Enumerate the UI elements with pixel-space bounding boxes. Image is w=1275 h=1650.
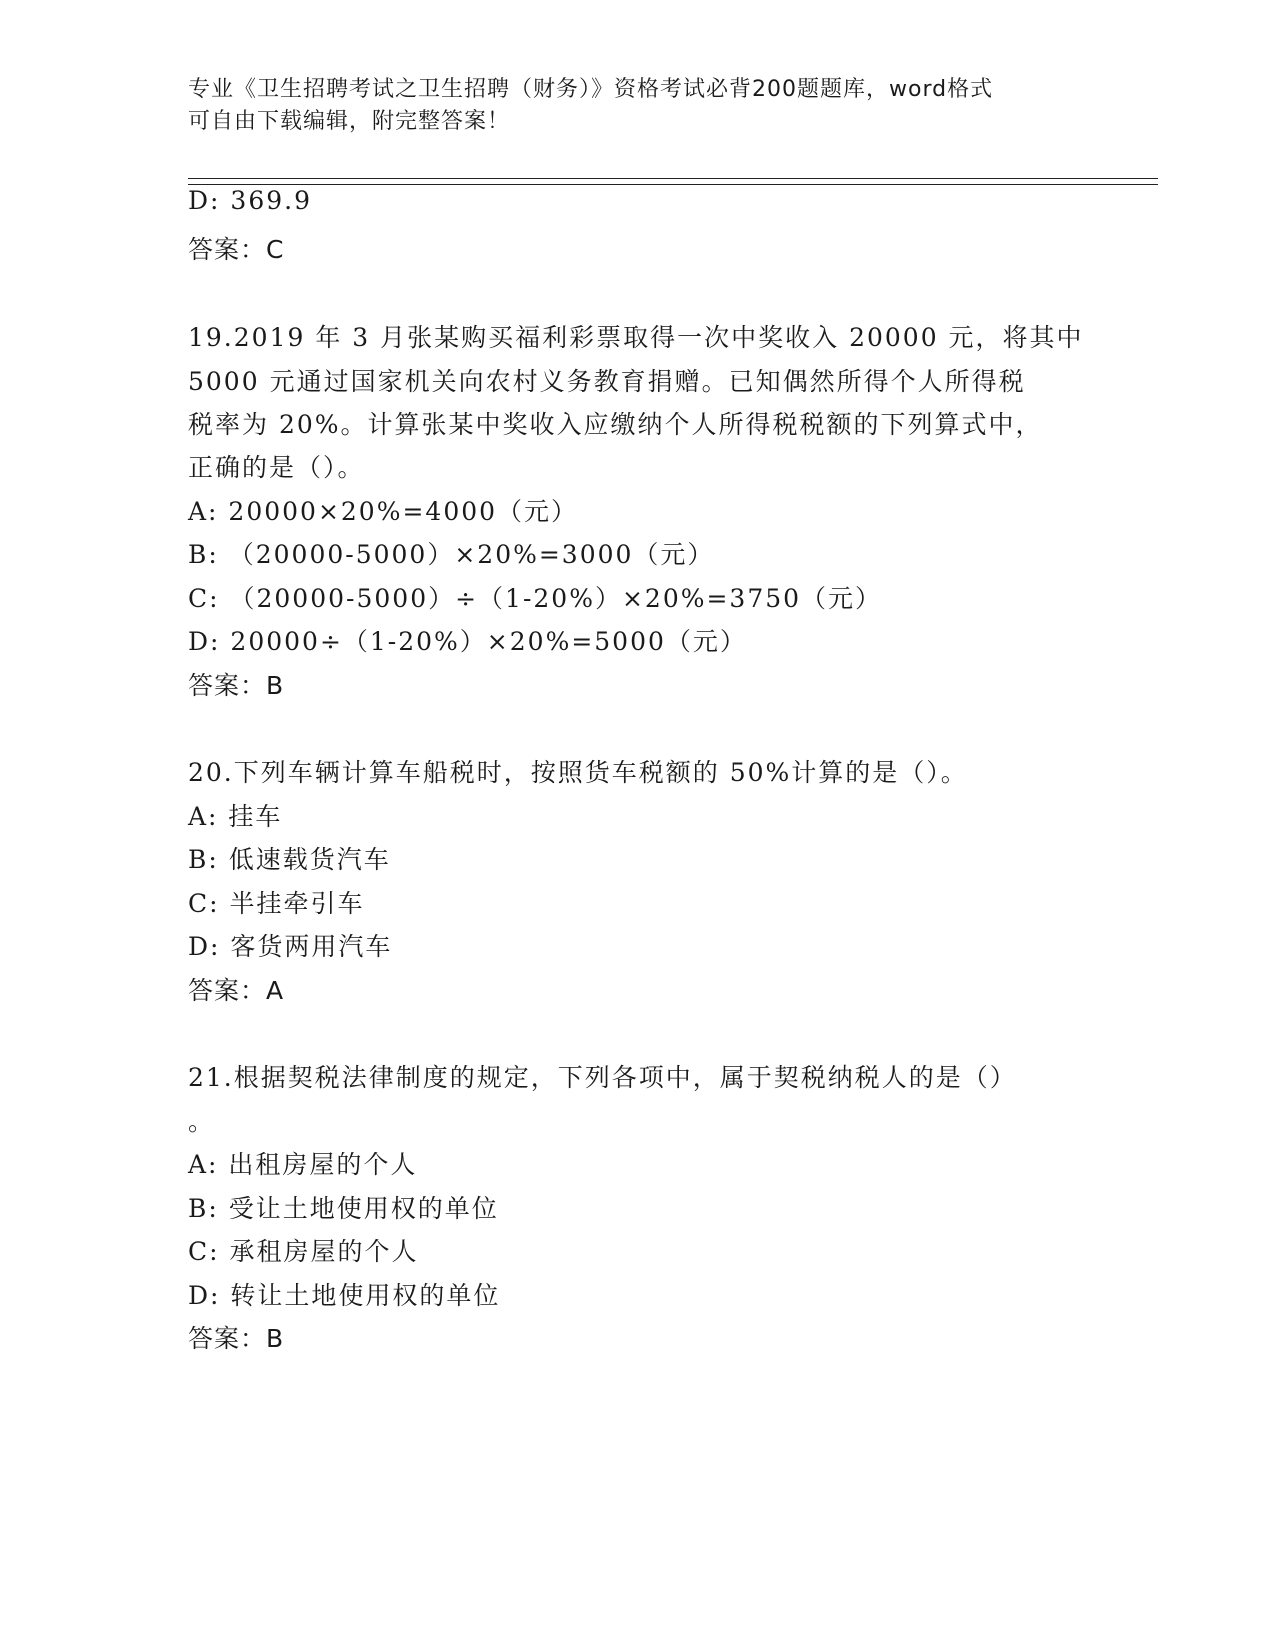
q19-option-c: C: （20000-5000）÷（1-20%）×20%=3750（元）	[188, 584, 883, 613]
q21-option-c: C: 承租房屋的个人	[188, 1237, 419, 1266]
q19-option-a: A: 20000×20%=4000（元）	[188, 497, 579, 526]
q20-option-a: A: 挂车	[188, 802, 283, 831]
q20-option-b: B: 低速载货汽车	[188, 845, 391, 874]
q20-text-line-1: 20.下列车辆计算车船税时，按照货车税额的 50%计算的是（）。	[188, 758, 968, 787]
q19-text-line-1: 19.2019 年 3 月张某购买福利彩票取得一次中奖收入 20000 元，将其中	[188, 323, 1084, 352]
header-divider-top	[188, 178, 1158, 179]
q21-text-line-2: 。	[188, 1107, 216, 1136]
header-line-2: 可自由下载编辑，附完整答案！	[188, 109, 511, 134]
q21-text-line-1: 21.根据契税法律制度的规定，下列各项中，属于契税纳税人的是（）	[188, 1063, 1017, 1092]
q20-answer: 答案：A	[188, 976, 285, 1005]
q21-option-d: D: 转让土地使用权的单位	[188, 1281, 501, 1310]
document-header	[188, 74, 1088, 138]
q19-text-line-2: 5000 元通过国家机关向农村义务教育捐赠。已知偶然所得个人所得税	[188, 367, 1026, 396]
q19-option-b: B: （20000-5000）×20%=3000（元）	[188, 540, 715, 569]
q19-text-line-4: 正确的是（）。	[188, 453, 365, 482]
prev-answer: 答案：C	[188, 235, 285, 264]
header-line-1: 专业《卫生招聘考试之卫生招聘（财务）》资格考试必背200题题库，word格式	[188, 77, 994, 102]
q21-option-a: A: 出租房屋的个人	[188, 1150, 418, 1179]
q21-option-b: B: 受让土地使用权的单位	[188, 1194, 499, 1223]
prev-option-d: D: 369.9	[188, 186, 312, 215]
header-divider-bottom	[188, 184, 1158, 185]
q21-answer: 答案：B	[188, 1324, 285, 1353]
q19-option-d: D: 20000÷（1-20%）×20%=5000（元）	[188, 627, 747, 656]
q20-option-c: C: 半挂牵引车	[188, 889, 365, 918]
q19-text-line-3: 税率为 20%。计算张某中奖收入应缴纳个人所得税税额的下列算式中，	[188, 410, 1043, 439]
q20-option-d: D: 客货两用汽车	[188, 932, 393, 961]
q19-answer: 答案：B	[188, 671, 285, 700]
